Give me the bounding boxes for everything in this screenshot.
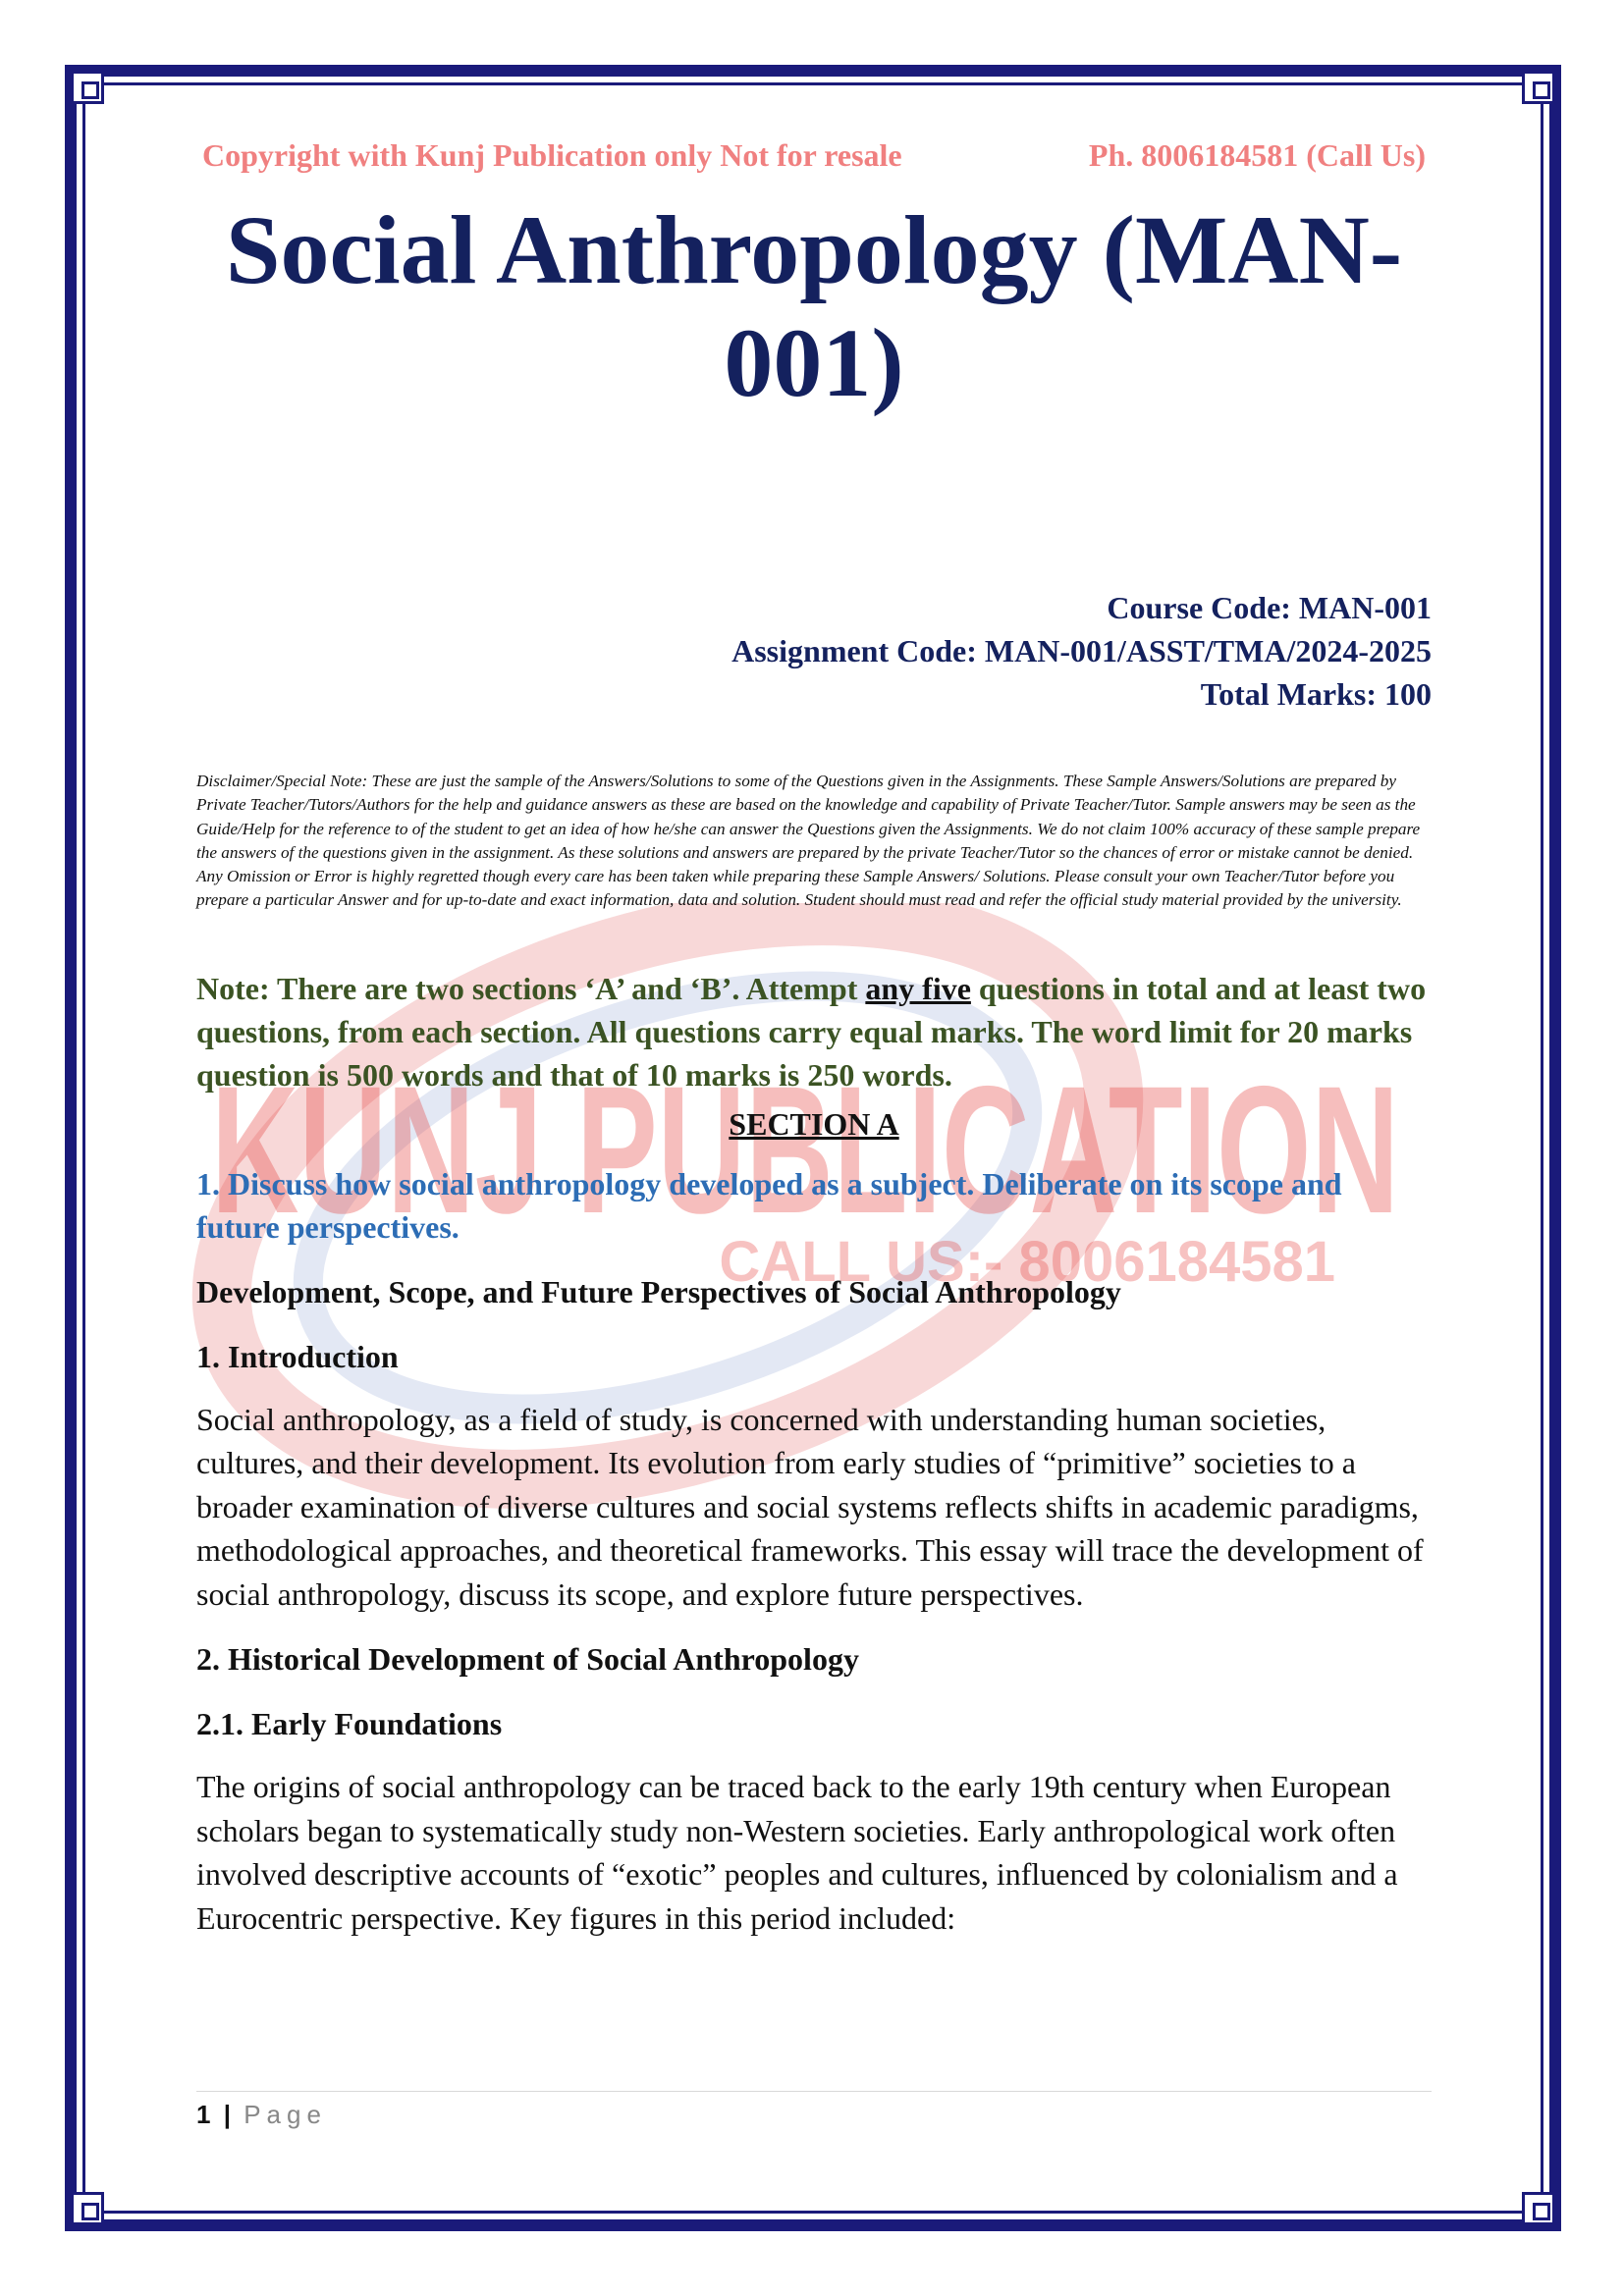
contact-phone: Ph. 8006184581 (Call Us) [1088, 137, 1426, 173]
section-heading: SECTION A [729, 1105, 899, 1142]
page-number: 1 [196, 2100, 211, 2129]
footer-separator: | [223, 2100, 231, 2129]
answer-main-heading: Development, Scope, and Future Perspectives of Social Anthropology [196, 1273, 1121, 1309]
border-corner-ornament [1522, 2192, 1555, 2225]
copyright-notice: Copyright with Kunj Publication only Not for resale [202, 137, 902, 173]
page-content [196, 137, 1432, 1940]
note-text-after: questions in total and at least two questions, from each section. All questions carry equal marks. The word limit for 20 marks question is 500 words and that of 10 marks is 250 words. [196, 970, 1427, 1093]
watermark-brand-text: KUNJ PUBLICATION [211, 1049, 1399, 1252]
document-title: Social Anthropology (MAN-001) [225, 195, 1403, 417]
instructions-note [196, 967, 1432, 1096]
total-marks: Total Marks: 100 [1200, 676, 1432, 712]
page-footer [196, 2091, 1432, 2130]
subheading-early-foundations: 2.1. Early Foundations [196, 1706, 503, 1742]
watermark-call-text: CALL US:- 8006184581 [719, 1230, 1335, 1294]
disclaimer-text: Disclaimer/Special Note: These are just the sample of the Answers/Solutions to some of the Questions given in the Assignments. These Sample Answers/Solutions are prepared by Private Teacher/Tutors/Authors for the help and guidance answers as these are based on the knowledge and capability of Private Teacher/Tutor. Sample answers may be seen as the Guide/Help for the reference to of the student to get an idea of how he/she can answer the Questions given the Assignments. We do not claim 100% accuracy of these sample prepare the answers of the questions given in the assignment. As these solutions and answers are prepared by the private Teacher/Tutor so the chances of error or mistake cannot be denied. Any Omission or Error is highly regretted though every care has been taken while preparing these Sample Answers/ Solutions. Please consult your own Teacher/Tutor before you prepare a particular Answer and for up-to-date and exact information, data and solution. Student should must read and refer the official study material provided by the university. [196, 772, 1421, 910]
note-text-before: Note: There are two sections ‘A’ and ‘B’. Attempt [196, 970, 866, 1006]
subheading-historical-development: 2. Historical Development of Social Anthropology [196, 1641, 859, 1678]
copyright-header [196, 137, 1432, 174]
paragraph-introduction: Social anthropology, as a field of study, is concerned with understanding human societies, cultures, and their development. Its evolution from early studies of “primitive” societies to a broader examination of diverse cultures and social systems reflects shifts in academic paradigms, methodological approaches, and theoretical frameworks. This essay will trace the development of social anthropology, discuss its scope, and explore future perspectives. [196, 1401, 1424, 1612]
note-text-underlined: any five [865, 970, 971, 1006]
border-corner-ornament [1522, 71, 1555, 104]
subheading-introduction: 1. Introduction [196, 1338, 399, 1374]
border-corner-ornament [71, 2192, 104, 2225]
border-corner-ornament [71, 71, 104, 104]
paragraph-early-foundations: The origins of social anthropology can be traced back to the early 19th century when European scholars began to systematically study non-Western societies. Early anthropological work often involved descriptive accounts of “exotic” peoples and cultures, influenced by colonialism and a Eurocentric perspective. Key figures in this period included: [196, 1769, 1398, 1936]
assignment-code: Assignment Code: MAN-001/ASST/TMA/2024-2025 [731, 633, 1432, 668]
page-label: Page [244, 2100, 327, 2129]
question-1: 1. Discuss how social anthropology developed as a subject. Deliberate on its scope and future perspectives. [196, 1165, 1342, 1245]
course-codes-block [196, 586, 1432, 716]
course-code: Course Code: MAN-001 [1107, 590, 1432, 625]
